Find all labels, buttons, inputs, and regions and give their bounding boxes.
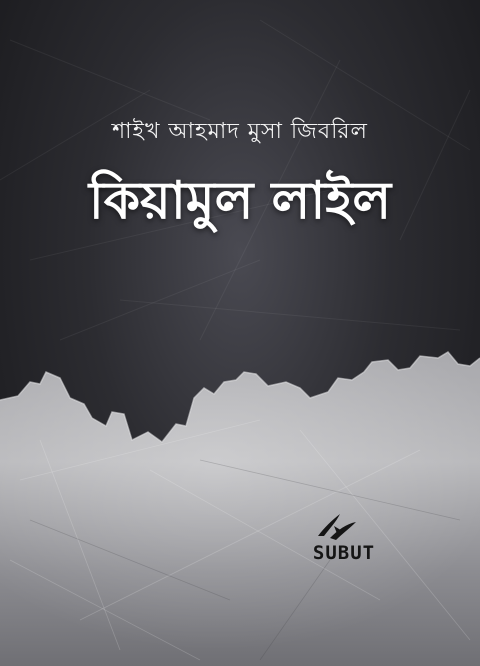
author-name: শাইখ আহমাদ মুসা জিবরিল (112, 119, 368, 144)
subut-logo-icon (314, 506, 360, 542)
book-title: কিয়ামুল লাইল (88, 170, 392, 231)
publisher-mark (300, 506, 400, 576)
publisher-name: SUBUT (312, 542, 376, 564)
